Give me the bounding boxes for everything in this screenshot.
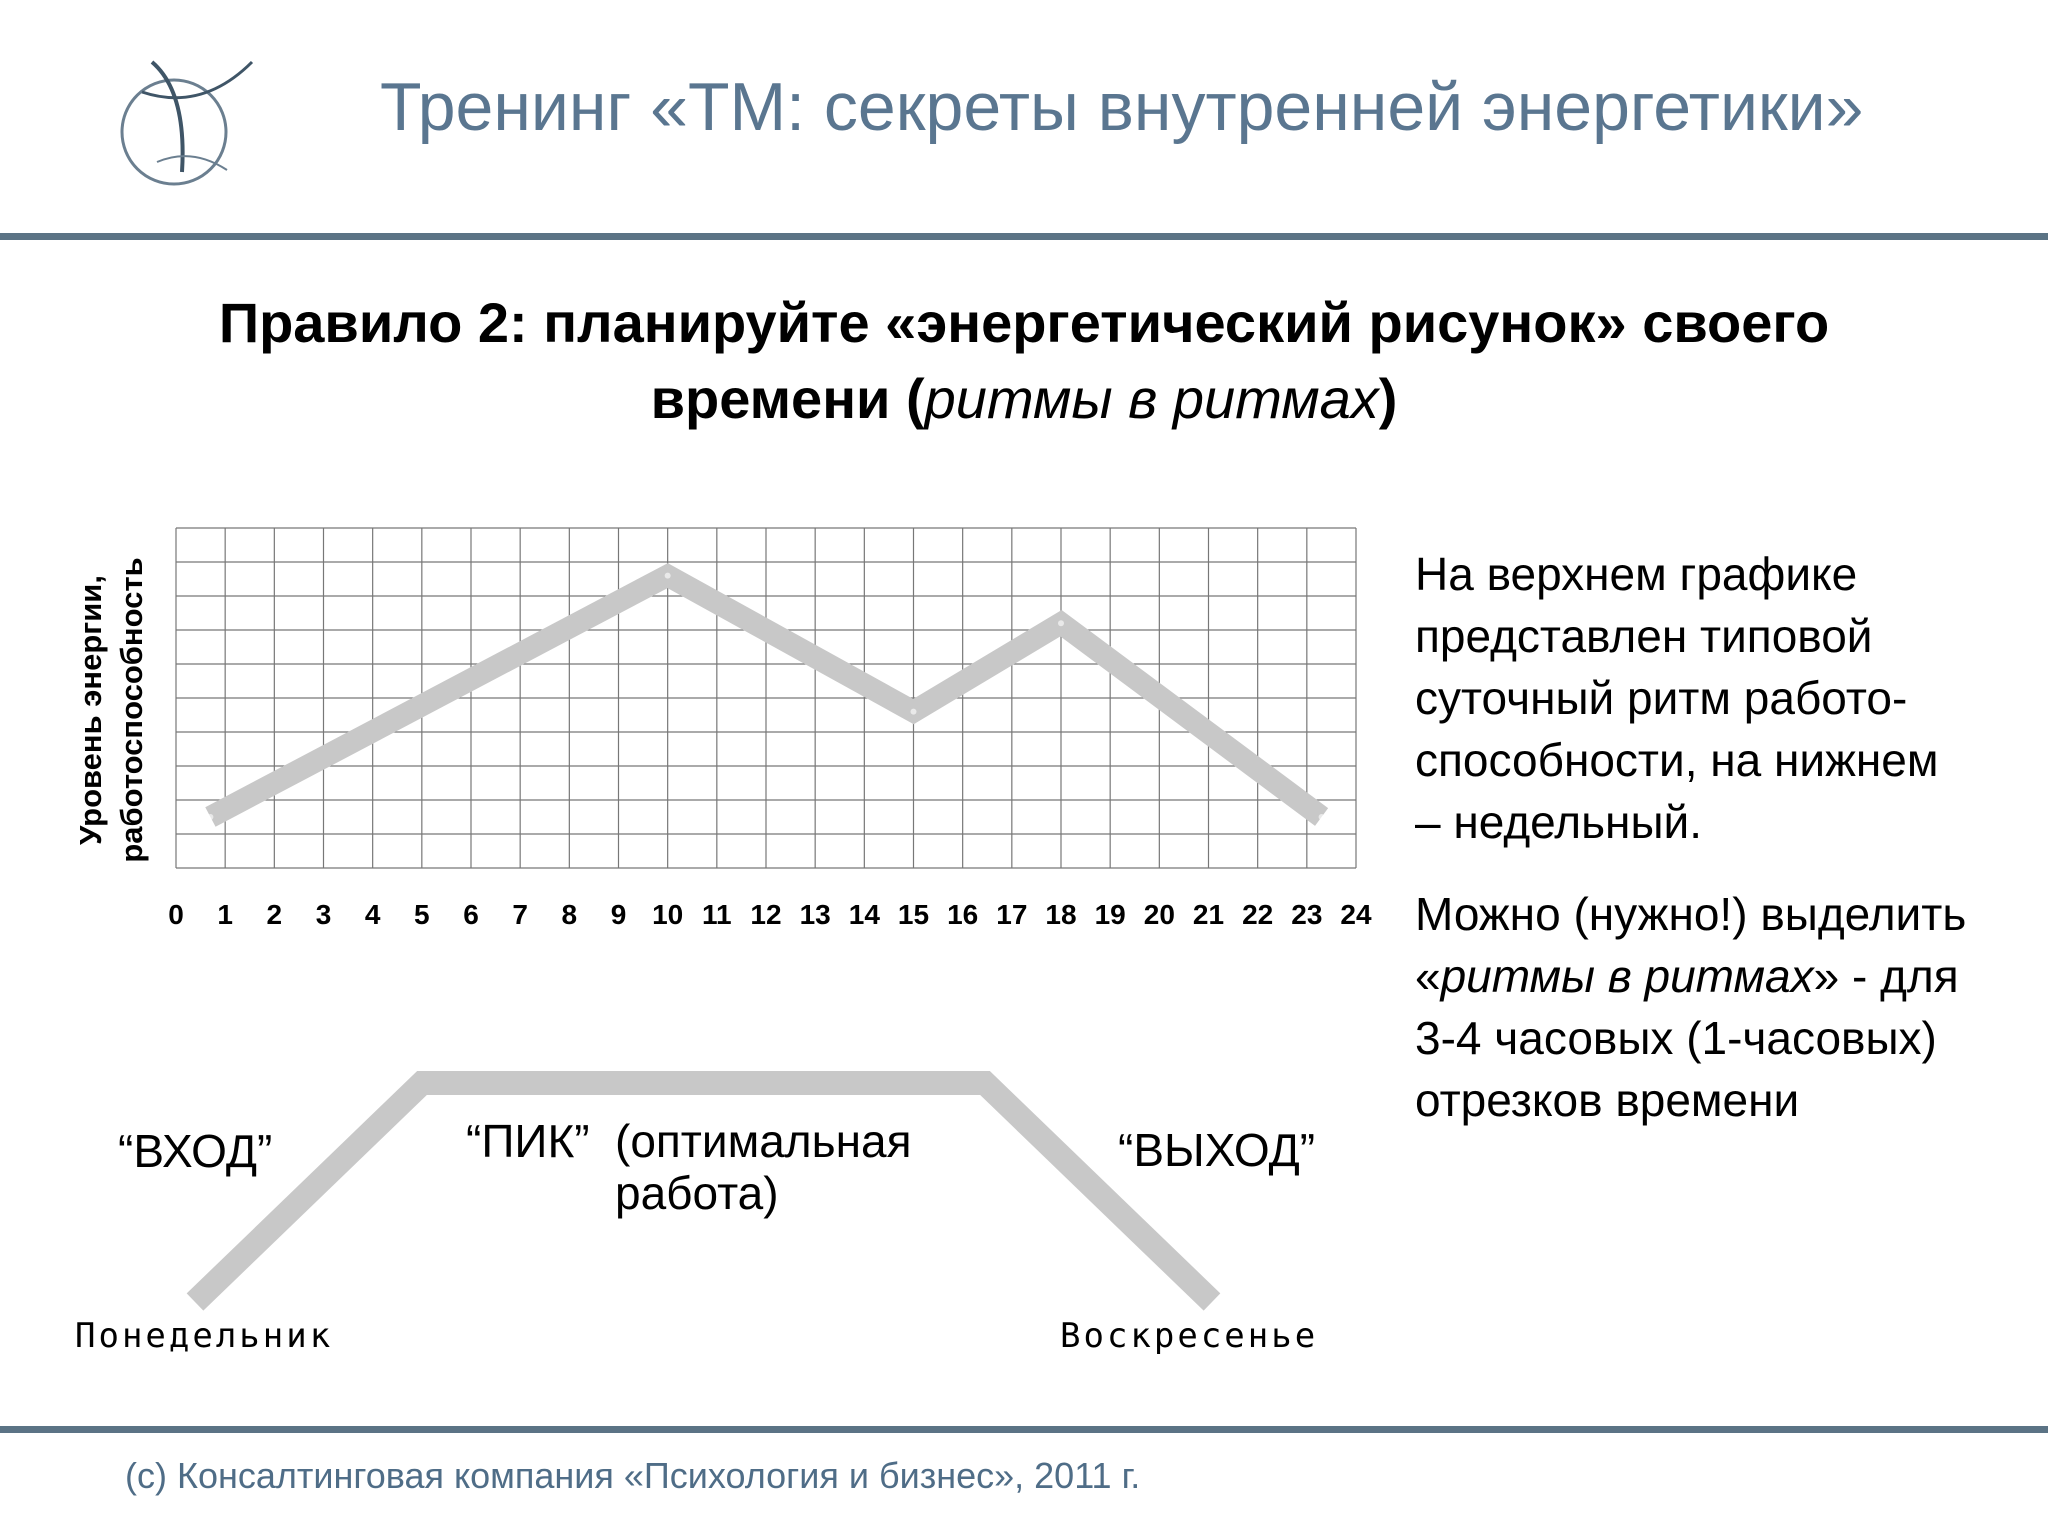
x-tick-label: 3 xyxy=(315,899,332,930)
daily-chart-y-axis-label xyxy=(70,540,152,880)
x-tick-label: 21 xyxy=(1192,899,1225,930)
data-point xyxy=(207,814,213,820)
weekly-exit-label: “ВЫХОД” xyxy=(1118,1124,1316,1176)
data-point xyxy=(911,709,917,715)
weekly-peak-note-line-1: (оптимальная xyxy=(615,1115,912,1167)
explanation-p2-italic: ритмы в ритмах xyxy=(1440,950,1814,1002)
x-tick-label: 2 xyxy=(266,899,283,930)
weekly-start-day-label: Понедельник xyxy=(75,1316,334,1356)
y-axis-label-line-2: работоспособность xyxy=(114,557,149,863)
x-tick-label: 17 xyxy=(996,899,1028,930)
x-tick-label: 10 xyxy=(652,899,684,930)
slide-title-part-2: времени ( xyxy=(650,367,925,430)
slide-title-part-1: Правило 2: планируйте «энергетический рисунок» своего xyxy=(218,291,1830,354)
x-tick-label: 7 xyxy=(512,899,528,930)
x-tick-label: 5 xyxy=(414,899,430,930)
x-tick-label: 19 xyxy=(1094,899,1126,930)
x-tick-label: 15 xyxy=(897,899,930,930)
x-tick-label: 4 xyxy=(364,899,381,930)
data-point xyxy=(1319,814,1325,820)
daily-energy-chart xyxy=(150,515,1380,945)
x-tick-label: 14 xyxy=(848,899,880,930)
weekly-peak-note-line-2: работа) xyxy=(615,1167,779,1219)
x-tick-label: 16 xyxy=(947,899,979,930)
top-divider xyxy=(0,233,2048,240)
x-tick-label: 11 xyxy=(702,899,732,930)
weekly-peak-label: “ПИК” xyxy=(466,1115,590,1167)
x-tick-label: 20 xyxy=(1143,899,1175,930)
explanation-text xyxy=(1415,543,1975,1161)
y-axis-label-line-1: Уровень энергии, xyxy=(73,575,108,845)
slide-title-italic: ритмы в ритмах xyxy=(924,367,1379,430)
explanation-paragraph-1: На верхнем графике представлен типовой суточный ритм работо- способности, на нижнем – недельный. xyxy=(1415,548,1939,848)
data-point xyxy=(1058,620,1064,626)
slide-title-part-3: ) xyxy=(1378,367,1398,430)
x-tick-label: 22 xyxy=(1242,899,1274,930)
bottom-divider xyxy=(0,1426,2048,1433)
data-point xyxy=(665,573,671,579)
header-title: Тренинг «ТМ: секреты внутренней энергетики» xyxy=(380,69,1864,145)
footer-copyright: (с) Консалтинговая компания «Психология и бизнес», 2011 г. xyxy=(125,1455,1141,1496)
x-tick-label: 24 xyxy=(1340,899,1372,930)
explanation-paragraph-2 xyxy=(1415,883,1975,1131)
x-tick-label: 23 xyxy=(1291,899,1323,930)
x-tick-label: 13 xyxy=(799,899,831,930)
company-logo xyxy=(112,52,262,192)
explanation-p2-start: Можно (нужно!) выделить « xyxy=(1415,888,1967,1002)
x-tick-label: 6 xyxy=(463,899,479,930)
x-tick-label: 1 xyxy=(217,899,233,930)
x-tick-label: 18 xyxy=(1045,899,1077,930)
x-tick-label: 9 xyxy=(610,899,627,930)
weekly-entry-label: “ВХОД” xyxy=(118,1125,273,1177)
x-tick-label: 0 xyxy=(168,899,184,930)
x-tick-label: 8 xyxy=(561,899,578,930)
x-tick-label: 12 xyxy=(750,899,782,930)
slide-title xyxy=(60,285,1988,437)
weekly-end-day-label: Воскресенье xyxy=(1060,1316,1319,1356)
explanation-p2-end: » - для 3-4 часовых (1-часовых) отрезков времени xyxy=(1415,950,1959,1126)
